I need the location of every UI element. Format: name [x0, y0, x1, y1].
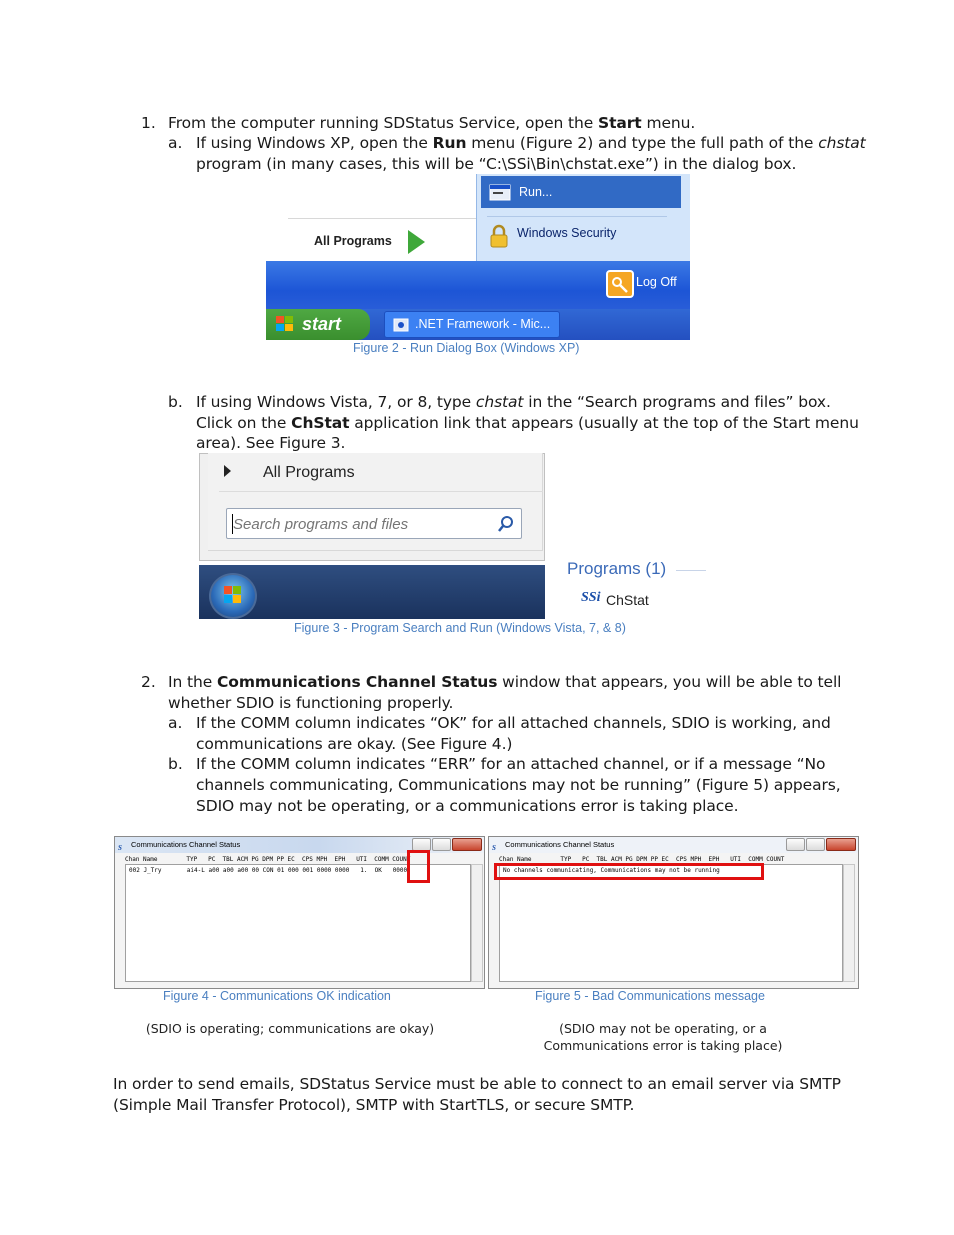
- taskbar-item[interactable]: .NET Framework - Mic...: [384, 311, 560, 338]
- windows-orb-icon[interactable]: [209, 573, 257, 619]
- search-box[interactable]: [226, 508, 522, 539]
- chstat-result-link[interactable]: ChStat: [606, 592, 649, 608]
- comm-status-window-bad: [488, 836, 859, 989]
- start-term: Start: [598, 114, 642, 132]
- scrollbar[interactable]: [471, 864, 483, 982]
- maximize-button[interactable]: [432, 838, 451, 851]
- step1-text: From the computer running SDStatus Service, open the Start menu.: [168, 114, 696, 132]
- status-message: No channels communicating, Communications may not be running: [503, 867, 720, 874]
- close-button[interactable]: [826, 838, 856, 851]
- run-menu-item[interactable]: [481, 176, 681, 208]
- xp-right-pane: [476, 174, 690, 261]
- run-icon: [489, 182, 511, 202]
- substep-letter: b.: [168, 393, 183, 411]
- column-headers: Chan Name TYP PC TBL ACM PG DPM PP EC CPS MPH EPH UTI COMM COUNT: [125, 856, 411, 863]
- figure-4-note: (SDIO is operating; communications are okay): [145, 1021, 435, 1036]
- step1b-line2: Click on the ChStat application link that appears (usually at the top of the Start menu: [196, 414, 859, 432]
- figure-4-caption: Figure 4 - Communications OK indication: [163, 989, 391, 1003]
- start-button[interactable]: start: [266, 309, 370, 340]
- substep-letter: b.: [168, 755, 183, 773]
- search-input[interactable]: [233, 513, 483, 535]
- all-programs-label[interactable]: All Programs: [314, 234, 392, 248]
- step1b-line3: area). See Figure 3.: [196, 434, 346, 452]
- figure-5-note: (SDIO may not be operating, or a Communications error is taking place): [543, 1021, 783, 1053]
- run-label: Run...: [519, 185, 553, 199]
- divider: [676, 570, 706, 571]
- step2-line2: whether SDIO is functioning properly.: [168, 694, 454, 712]
- lock-icon: [489, 224, 509, 248]
- search-icon: [497, 515, 515, 533]
- step-number: 2.: [141, 673, 156, 691]
- window-title: S Communications Channel Status: [489, 837, 858, 853]
- substep-letter: a.: [168, 134, 183, 152]
- figure-5-caption: Figure 5 - Bad Communications message: [535, 989, 765, 1003]
- step1b-line1: If using Windows Vista, 7, or 8, type chstat in the “Search programs and files” box.: [196, 393, 831, 411]
- log-off-label[interactable]: Log Off: [636, 275, 677, 289]
- triangle-right-icon: [224, 465, 231, 477]
- programs-heading: Programs (1): [567, 559, 667, 578]
- divider: [288, 218, 476, 219]
- figure-2-caption: Figure 2 - Run Dialog Box (Windows XP): [353, 341, 580, 355]
- windows-flag-icon: [276, 316, 294, 332]
- green-arrow-icon: [408, 230, 425, 254]
- closing-line1: In order to send emails, SDStatus Service must be able to connect to an email server via SMTP: [113, 1075, 841, 1093]
- minimize-button[interactable]: [786, 838, 805, 851]
- close-button[interactable]: [452, 838, 482, 851]
- window-controls: [786, 838, 856, 852]
- step2b-line2: channels communicating, Communications may not be running” (Figure 5) appears,: [196, 776, 841, 794]
- figure-3-caption: Figure 3 - Program Search and Run (Windows Vista, 7, & 8): [294, 621, 626, 635]
- xp-start-menu-figure: [266, 174, 690, 340]
- ssi-logo-icon: S: [492, 844, 496, 852]
- step2a-line1: If the COMM column indicates “OK” for all attached channels, SDIO is working, and: [196, 714, 831, 732]
- net-framework-icon: [393, 317, 409, 333]
- channel-row[interactable]: 002 J_Try ai4-L a00 a00 a00 00 CON 01 000 001 0000 0000 1. OK 0000: [129, 867, 408, 874]
- step2a-line2: communications are okay. (See Figure 4.): [196, 735, 513, 753]
- step2-line1: In the Communications Channel Status window that appears, you will be able to tell: [168, 673, 842, 691]
- step1a-line2: program (in many cases, this will be “C:\SSi\Bin\chstat.exe”) in the dialog box.: [196, 155, 797, 173]
- closing-line2: (Simple Mail Transfer Protocol), SMTP with StartTLS, or secure SMTP.: [113, 1096, 635, 1114]
- step2b-line1: If the COMM column indicates “ERR” for an attached channel, or if a message “No: [196, 755, 826, 773]
- column-headers: Chan Name TYP PC TBL ACM PG DPM PP EC CPS MPH EPH UTI COMM COUNT: [499, 856, 785, 863]
- vista-start-menu-figure: [199, 453, 545, 619]
- channel-list[interactable]: [499, 864, 843, 982]
- ssi-logo-icon: SSi: [581, 590, 601, 605]
- scrollbar[interactable]: [843, 864, 855, 982]
- step1a-line1: If using Windows XP, open the Run menu (Figure 2) and type the full path of the chstat: [196, 134, 866, 152]
- ok-highlight-box: [407, 850, 430, 883]
- logoff-icon[interactable]: [606, 270, 634, 298]
- all-programs-item[interactable]: All Programs: [263, 464, 355, 481]
- window-title: S Communications Channel Status: [115, 837, 484, 853]
- maximize-button[interactable]: [806, 838, 825, 851]
- substep-letter: a.: [168, 714, 183, 732]
- divider: [487, 216, 667, 217]
- ssi-logo-icon: S: [118, 844, 122, 852]
- windows-security-item[interactable]: Windows Security: [517, 226, 617, 240]
- divider: [219, 491, 543, 492]
- error-highlight-box: [494, 863, 764, 880]
- step-number: 1.: [141, 114, 156, 132]
- step2b-line3: SDIO may not be operating, or a communications error is taking place.: [196, 797, 739, 815]
